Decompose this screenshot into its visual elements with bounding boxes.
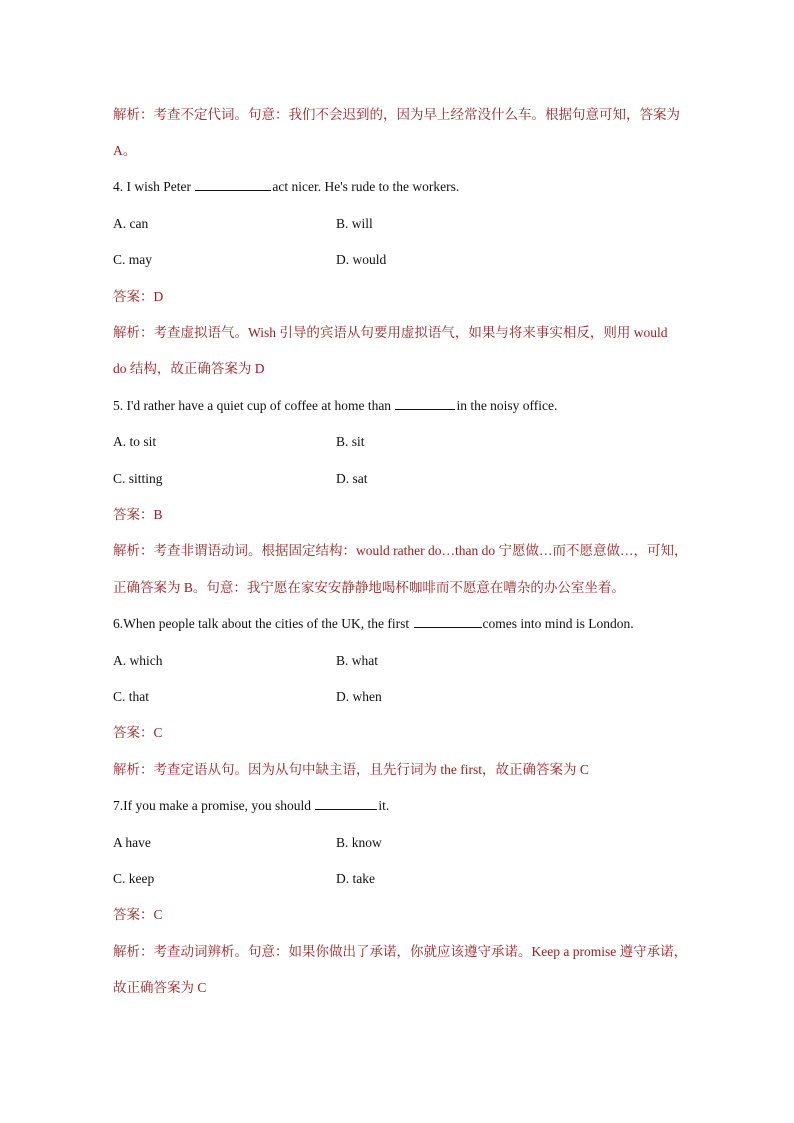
q6-option-c: C. that [113,689,149,704]
q5-option-a: A. to sit [113,434,157,449]
q4-stem-before: 4. I wish Peter [113,179,195,194]
q4-option-c: C. may [113,252,152,267]
q7-option-a: A have [113,835,151,850]
q4-option-a: A. can [113,216,149,231]
q7-blank [315,797,377,810]
q6-stem [113,614,724,634]
q7-stem [113,796,724,816]
q3-analysis-line2: A。 [113,143,137,158]
q4-option-b: B. will [336,216,373,231]
q6-stem-after: comes into mind is London. [482,616,634,631]
q7-option-b: B. know [336,835,382,850]
q6-option-a: A. which [113,653,163,668]
q4-stem [113,177,724,197]
q7-analysis-line2: 故正确答案为 C [113,980,207,995]
q5-analysis-line1: 解析：考查非谓语动词。根据固定结构：would rather do…than do 宁愿做…而不愿意做…，可知， [113,543,688,558]
q6-answer: 答案：C [113,725,163,740]
q4-analysis-line1: 解析：考查虚拟语气。Wish 引导的宾语从句要用虚拟语气，如果与将来事实相反，则用 would [113,325,668,340]
q4-answer: 答案：D [113,289,164,304]
q5-stem-after: in the noisy office. [456,398,558,413]
q6-blank [414,615,482,628]
q5-option-c: C. sitting [113,471,163,486]
q7-option-d: D. take [336,871,375,886]
q7-answer: 答案：C [113,907,163,922]
q5-stem [113,396,724,416]
q5-stem-before: 5. I'd rather have a quiet cup of coffee at home than [113,398,395,413]
q4-blank [195,178,271,191]
q4-stem-after: act nicer. He's rude to the workers. [272,179,460,194]
q5-option-d: D. sat [336,471,368,486]
q7-stem-before: 7.If you make a promise, you should [113,798,315,813]
q6-stem-before: 6.When people talk about the cities of the UK, the first [113,616,413,631]
q7-stem-after: it. [378,798,390,813]
q5-analysis-line2: 正确答案为 B。句意：我宁愿在家安安静静地喝杯咖啡而不愿意在嘈杂的办公室坐着。 [113,580,625,595]
q3-analysis-line1: 解析：考查不定代词。句意：我们不会迟到的，因为早上经常没什么车。根据句意可知，答案为 [113,107,680,122]
q7-analysis-line1: 解析：考查动词辨析。句意：如果你做出了承诺，你就应该遵守承诺。Keep a promise 遵守承诺， [113,944,688,959]
q6-option-d: D. when [336,689,382,704]
q6-analysis-line1: 解析：考查定语从句。因为从句中缺主语，且先行词为 the first，故正确答案为 C [113,762,589,777]
q4-analysis-line2: do 结构，故正确答案为 D [113,361,265,376]
q5-option-b: B. sit [336,434,365,449]
q6-option-b: B. what [336,653,378,668]
q5-blank [395,397,455,410]
q4-option-d: D. would [336,252,387,267]
q7-option-c: C. keep [113,871,155,886]
q5-answer: 答案：B [113,507,163,522]
